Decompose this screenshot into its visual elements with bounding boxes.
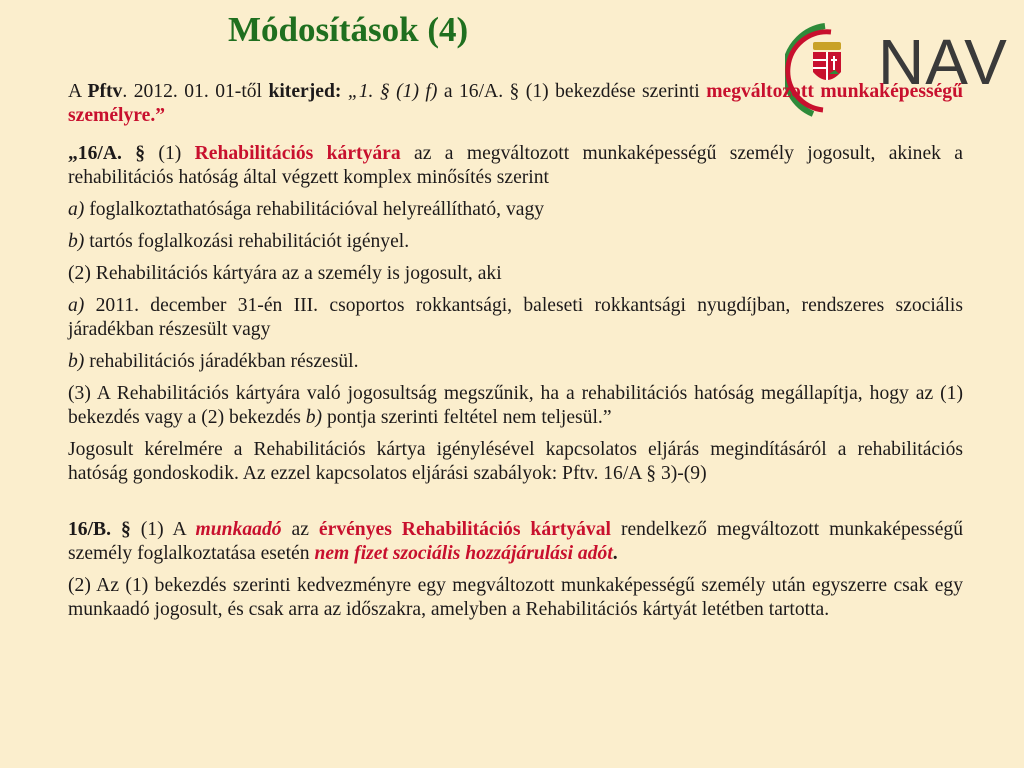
kiterjed-term: kiterjed:	[268, 81, 342, 102]
highlight-text: megváltozott munkaképességű személyre.”	[68, 81, 963, 126]
text-run: az	[281, 519, 319, 540]
coat-of-arms-icon	[813, 42, 841, 80]
paragraph-16b-2	[68, 574, 963, 622]
text-run: . 2012. 01. 01-től	[122, 81, 269, 102]
document-body	[68, 80, 963, 630]
text-run: (1) A	[130, 519, 196, 540]
paragraph-procedure	[68, 438, 963, 486]
point-label: b)	[68, 231, 85, 252]
pftv-term: Pftv	[87, 81, 123, 102]
text-run: A	[68, 81, 88, 102]
text-run: rehabilitációs járadékban részesül.	[84, 351, 359, 372]
paragraph-2-point-a	[68, 294, 963, 342]
text-run: a 16/A. § (1) bekezdése szerinti	[437, 81, 707, 102]
section-label: 16/B. §	[68, 519, 131, 540]
text-run: (2) Rehabilitációs kártyára az a személy is jogosult, aki	[68, 263, 502, 284]
text-run: (1)	[145, 143, 195, 164]
paragraph-3	[68, 382, 963, 430]
point-label: b)	[68, 351, 85, 372]
paragraph-point-a	[68, 198, 963, 222]
paragraph-intro	[68, 80, 963, 128]
text-run: tartós foglalkozási rehabilitációt igényel.	[84, 231, 410, 252]
text-run: pontja szerinti feltétel nem teljesül.”	[322, 407, 612, 428]
paragraph-16b	[68, 518, 963, 566]
paragraph-2	[68, 262, 963, 286]
text-run: az a megváltozott munkaképességű személy jogosult, akinek a rehabilitációs hatóság által végzett komplex minősítés szerint	[68, 143, 964, 188]
text-run: (3) A Rehabilitációs kártyára való jogosultság megszűnik, ha a rehabilitációs hatóság megállapítja, hogy az (1) bekezdés vagy a (2) bekezdés	[68, 383, 963, 428]
text-run: foglalkoztathatósága rehabilitációval helyreállítható, vagy	[84, 199, 545, 220]
page-title: Módosítások (4)	[228, 10, 469, 49]
text-run: Jogosult kérelmére a Rehabilitációs kártya igénylésével kapcsolatos eljárás megindításáról a rehabilitációs hatóság gondoskodik. Az ezzel kapcsolatos eljárási szabályok: Pftv. 16/A § 3)-(9)	[68, 439, 963, 484]
point-label: b)	[305, 407, 323, 428]
text-run: „1. § (1) f)	[341, 81, 438, 102]
highlight-text: érvényes Rehabilitációs kártyával	[318, 519, 611, 540]
highlight-text: nem fizet szociális hozzájárulási adót	[314, 543, 613, 564]
highlight-text: Rehabilitációs kártyára	[194, 143, 401, 164]
highlight-text: munkaadó	[195, 519, 282, 540]
point-label: a)	[68, 295, 85, 316]
paragraph-16a	[68, 142, 963, 190]
text-run: .	[612, 543, 618, 564]
text-run: (2) Az (1) bekezdés szerinti kedvezményre egy megváltozott munkaképességű személy után egyszerre csak egy munkaadó jogosult, és csak arra az időszakra, amelyben a Rehabilitációs kártyát letétben tartotta.	[68, 575, 963, 620]
section-label: „16/A. §	[68, 143, 146, 164]
paragraph-point-b	[68, 230, 963, 254]
nav-logo-text: NAV	[878, 26, 1008, 98]
text-run: 2011. december 31-én III. csoportos rokkantsági, baleseti rokkantsági nyugdíjban, rendszeres szociális járadékban részesült vagy	[68, 295, 963, 340]
point-label: a)	[68, 199, 85, 220]
paragraph-2-point-b	[68, 350, 963, 374]
text-run: rendelkező megváltozott munkaképességű személy foglalkoztatása esetén	[68, 519, 963, 564]
